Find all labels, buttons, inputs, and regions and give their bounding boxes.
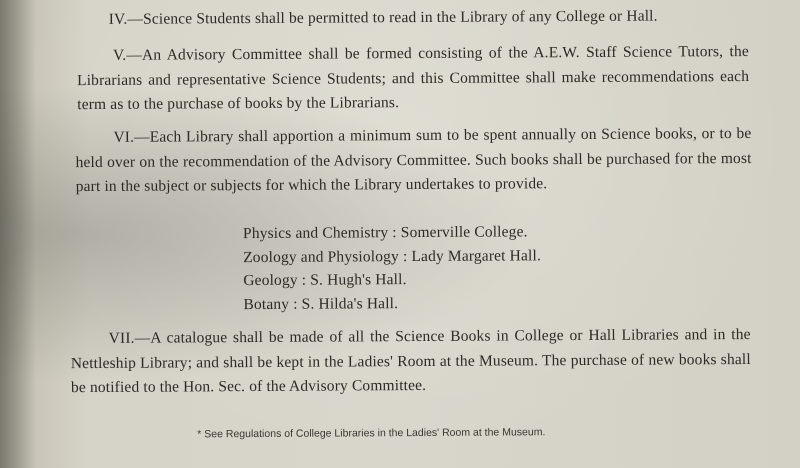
subject-assignment xyxy=(243,267,541,292)
subject-name: Botany xyxy=(243,295,290,313)
library-name: Lady Margaret Hall. xyxy=(411,246,541,265)
separator: : xyxy=(388,224,401,242)
subject-library-list xyxy=(243,220,541,316)
footnote: * See Regulations of College Libraries in the Ladies' Room at the Museum. xyxy=(197,426,546,441)
regulation-v: V.—An Advisory Committee shall be formed consisting of the A.E.W. Staff Science Tutors, the Librarians and representative Science Students; and this Committee shall make recommendations each term as to the purchase of books by the Librarians. xyxy=(77,42,750,114)
regulation-vii: VII.—A catalogue shall be made of all the Science Books in College or Hall Libraries and in the Nettleship Library; and shall be kept in the Ladies' Room at the Museum. The purchase of new books shall be notified to the Hon. Sec. of the Advisory Committee. xyxy=(70,325,751,397)
library-name: S. Hilda's Hall. xyxy=(301,294,399,313)
subject-name: Zoology and Physiology xyxy=(243,247,399,266)
library-name: S. Hugh's Hall. xyxy=(310,271,407,289)
regulation-iv: IV.—Science Students shall be permitted to read in the Library of any College or Hall. xyxy=(108,7,658,28)
subject-assignment xyxy=(243,220,541,245)
library-name: Somerville College. xyxy=(400,223,528,242)
subject-assignment xyxy=(243,291,541,316)
subject-assignment xyxy=(243,244,541,269)
subject-name: Geology xyxy=(243,271,298,290)
subject-name: Physics and Chemistry xyxy=(242,224,389,243)
separator: : xyxy=(398,247,412,265)
separator: : xyxy=(289,295,302,313)
regulation-vi: VI.—Each Library shall apportion a minimum sum to be spent annually on Science books, or to be held over on the recommendation of the Advisory Committee. Such books shall be purchased for the most part in the subject or subjects for which the Library undertakes to provide. xyxy=(75,124,752,196)
separator: : xyxy=(297,271,311,289)
